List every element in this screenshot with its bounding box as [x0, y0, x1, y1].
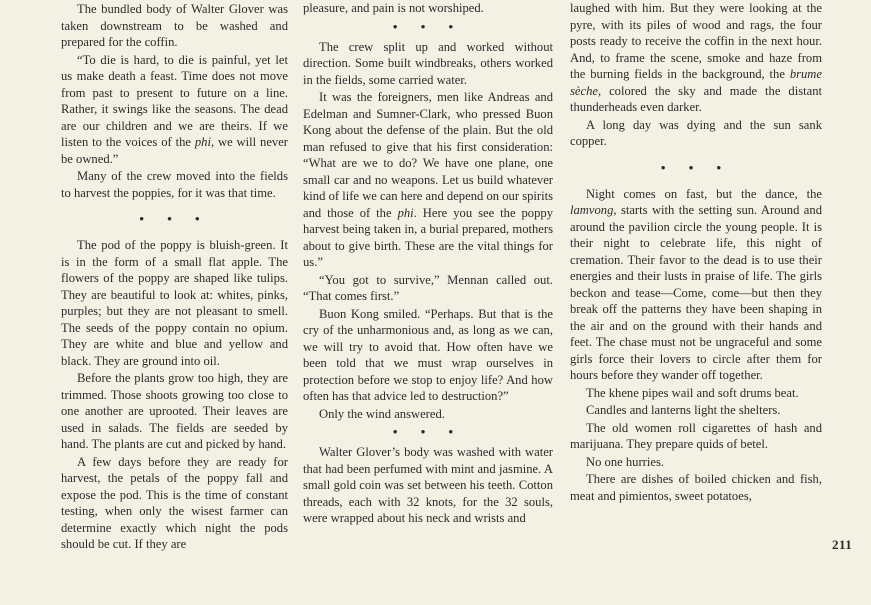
text-run: , starts with the setting sun. Around and around the pavilion circle the young people. It is their night to celebrate life, this night of cremation. Their favor to the dead is to use their energies and their lusts in praise of life. The girls beckon and tease—Come, come—but then they break off the patterns they have been shaping in the air and on the ground with their hands and feet. The chase must not be ungraceful and some girls force their lovers to circle after them for hours before they wander off together.	[570, 203, 822, 382]
paragraph: Candles and lanterns light the shelters.	[586, 403, 781, 417]
paragraph	[61, 52, 288, 168]
paragraph: Buon Kong smiled. “Perhaps. But that is the cry of the unharmonious and, as long as we can, we will try to avoid that. How often have we been told that we must wrap ourselves in protection before we stop to enjoy life? And how often has that advice led to destruction?”	[303, 306, 553, 403]
paragraph: No one hurries.	[586, 454, 664, 469]
paragraph: The pod of the poppy is bluish-green. It is in the form of a small flat apple. The flowers of the poppy are shaped like tulips. They are beautiful to look at: whites, pinks, purples; but they are not pleasant to smell. The seeds of the poppy contain no opium. They are white and blue and yellow and black. They are ground into oil.	[61, 238, 288, 368]
section-separator: • • •	[392, 424, 464, 439]
text-column-1	[61, 0, 288, 553]
paragraph	[570, 0, 822, 116]
paragraph	[303, 89, 553, 271]
section-separator: • • •	[139, 211, 210, 226]
text-run: , colored the sky and made the distant thunderheads even darker.	[570, 83, 822, 114]
paragraph: There are dishes of boiled chicken and fish, meat and pimientos, sweet potatoes,	[570, 472, 822, 503]
section-separator: • • •	[392, 18, 464, 34]
section-separator: • • •	[660, 159, 732, 175]
text-column-2	[303, 0, 553, 527]
paragraph: The crew split up and worked without direction. Some built windbreaks, others worked in the fields, some carried water.	[303, 39, 553, 87]
paragraph: A long day was dying and the sun sank copper.	[570, 117, 822, 148]
paragraph: pleasure, and pain is not worshiped.	[303, 1, 484, 15]
text-run: It was the foreigners, men like Andreas and Edelman and Sumner-Clark, who pressed Buon Kong about the defense of the plain. But the old man refused to give that his first consideration: “What are we to do? We have one plane, one small car and no weapons. Let us build whatever kind of life we can here and depend on our spirits and those of the	[303, 90, 553, 220]
text-run: Night comes on fast, but the dance, the	[586, 186, 822, 201]
page-number: 211	[832, 537, 853, 552]
italic-term: lamvong	[570, 203, 614, 217]
italic-word: phi	[397, 205, 414, 220]
italic-word: phi	[194, 135, 211, 149]
paragraph: The old women roll cigarettes of hash and marijuana. They prepare quids of betel.	[570, 420, 822, 451]
paragraph: Walter Glover’s body was washed with water that had been perfumed with mint and jasmine. A small gold coin was set between his teeth. Cotton threads, each with 32 knots, for the 32 souls, were wrapped about his neck and wrists and	[303, 445, 553, 525]
paragraph: The khene pipes wail and soft drums beat.	[586, 385, 799, 400]
text-run: laughed with him. But they were looking at the pyre, with its piles of wood and rags, the four posts ready to receive the coffin in the next hour. And, to frame the scene, smoke and haze from the burning fields in the background, the	[570, 1, 822, 81]
text-run: . Here you see the poppy harvest being taken in, a burial prepared, mothers about to give birth. These are the vital things for us.”	[303, 205, 553, 269]
paragraph: The bundled body of Walter Glover was taken downstream to be washed and prepared for the coffin.	[61, 2, 288, 49]
text-run: “To die is hard, to die is painful, yet let us make death a feast. Time does not move from past to present to future on a line. Rather, it swings like the seasons. The dead are our children and we are theirs. If we listen to the voices of the	[61, 52, 288, 149]
paragraph: A few days before they are ready for harvest, the petals of the poppy fall and expose the pod. This is the time of constant testing, when only the wisest farmer can determine exactly which night the pods should be cut. If they are	[61, 454, 288, 551]
paragraph: Many of the crew moved into the fields to harvest the poppies, for it was that time.	[61, 169, 288, 200]
text-run: , we will never be owned.”	[61, 135, 288, 166]
text-column-3	[570, 0, 822, 504]
paragraph: Before the plants grow too high, they are trimmed. Those shoots growing too close to one another are uprooted. Their leaves are used in salads. The fields are seeded by hand. The plants are cut and picked by hand.	[61, 371, 288, 451]
paragraph	[570, 186, 822, 384]
paragraph: Only the wind answered.	[319, 406, 445, 421]
italic-term: brume sèche	[570, 67, 822, 98]
paragraph: “You got to survive,” Mennan called out. “That comes first.”	[303, 272, 553, 303]
